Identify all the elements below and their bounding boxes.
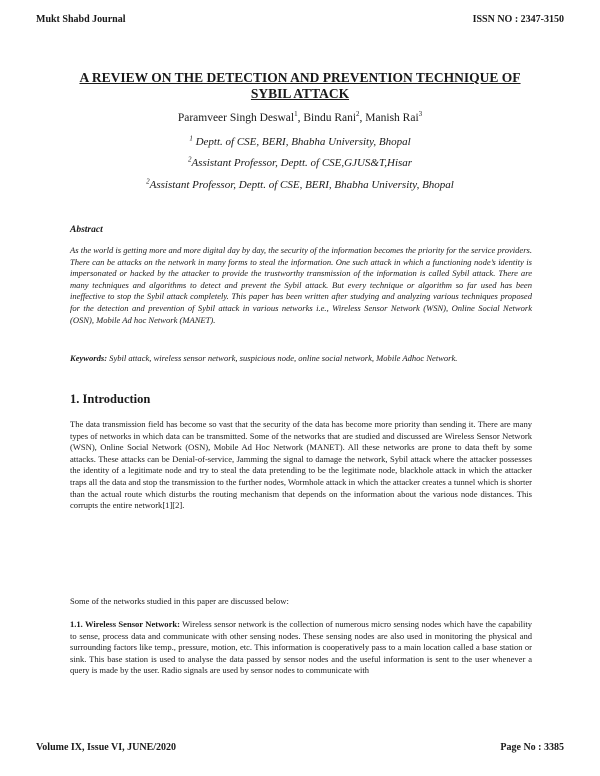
journal-name: Mukt Shabd Journal bbox=[36, 14, 126, 25]
abstract-body: As the world is getting more and more digital day by day, the security of the information becomes the priority for the service providers. There can be attacks on the network in many forms to steal the information. One such attack in which a functioning node’s identity is impersonated or hacked by the attacker to provide the trustworthy transmission of the information is called Sybil attack. There are many techniques and algorithms to detect and prevent the Sybil attack. But every technique or algorithm so far used has been ineffective to stop the Sybil attack completely. This paper has been written after studying and analyzing various techniques proposed for the detection and prevention of Sybil attack in various networks i.e., Wireless Sensor Network (WSN), Online Social Network (OSN), Mobile Ad hoc Network (MANET). bbox=[70, 245, 532, 325]
wsn-paragraph bbox=[70, 619, 532, 677]
author-3: Manish Rai bbox=[365, 112, 419, 124]
keywords-text: Sybil attack, wireless sensor network, suspicious node, online social network, Mobile Adhoc Network. bbox=[107, 353, 458, 363]
wsn-paragraph-text: Wireless sensor network is the collection of numerous micro sensing nodes which have the capability to sense, process data and communicate with other sensing nodes. These sensing nodes are also used in monitoring the physical and surrounding factors like temp., pressure, motion, etc. This information is cooperatively pass to a main location called a base station or sink. This base station is used to analyse the data passed by sensor nodes and the useful information is sent to the user whenever a query is made by the user. Radio signals are used by sensor nodes to communicate with bbox=[70, 619, 532, 676]
affiliation-1: $^1$ Deptt. of CSE, BERI, Bhabha University, Bhopal bbox=[189, 134, 411, 148]
abstract-heading: Abstract bbox=[70, 225, 103, 235]
keywords bbox=[70, 353, 532, 365]
keywords-label: Keywords: bbox=[70, 353, 108, 363]
intro-paragraph-2: Some of the networks studied in this paper are discussed below: bbox=[70, 596, 289, 606]
author-2-affiliation-mark: 2 bbox=[356, 110, 360, 119]
paper-title bbox=[60, 70, 540, 102]
page-number: Page No : 3385 bbox=[500, 742, 564, 753]
author-2: Bindu Rani bbox=[303, 112, 357, 124]
subsection-heading-wsn: 1.1. Wireless Sensor Network: bbox=[70, 619, 180, 629]
author-3-affiliation-mark: 3 bbox=[418, 110, 423, 119]
paper-title-line-1: A REVIEW ON THE DETECTION AND PREVENTION TECHNIQUE OF bbox=[79, 70, 521, 85]
affiliation-2: $^2$Assistant Professor, Deptt. of CSE,GJUS&T,Hisar bbox=[187, 155, 413, 169]
intro-paragraph-1: The data transmission field has become so vast that the security of the data has become more priority than sending it. There are many types of networks in which data can be transmitted. Some of the networks that are studied and discussed are Wireless Sensor Network (WSN), Online Social Network (OSN), Mobile Ad Hoc Network (MANET). All these networks are prone to data theft by some attacks. These attacks can be Denial-of-service, Jamming the signal to damage the network, Sybil attack where the attacker possesses the identity of a legitimate node and try to steal the data pretending to be the legitimate node, blackhole attack in which the attacker traps all the data and stop the transmission to the further nodes, Wormhole attack in which the attacker creates a tunnel which is shorter than the actual route which disturbs the routing mechanism that depends on the information about the various node distances. This corrupts the entire network[1][2]. bbox=[70, 419, 532, 511]
section-heading-introduction: 1. Introduction bbox=[70, 392, 151, 406]
author-list: Paramveer Singh Deswal$^1$, Bindu Rani$^2$, Manish Rai$^3$ bbox=[177, 110, 423, 124]
issn-number: ISSN NO : 2347-3150 bbox=[472, 14, 564, 25]
author-1-affiliation-mark: 1 bbox=[294, 110, 298, 119]
issue-info: Volume IX, Issue VI, JUNE/2020 bbox=[36, 742, 177, 753]
author-1: Paramveer Singh Deswal bbox=[177, 112, 295, 124]
affiliation-3: $^2$Assistant Professor, Deptt. of CSE, BERI, Bhabha University, Bhopal bbox=[146, 177, 454, 191]
paper-title-line-2: SYBIL ATTACK bbox=[250, 86, 350, 101]
